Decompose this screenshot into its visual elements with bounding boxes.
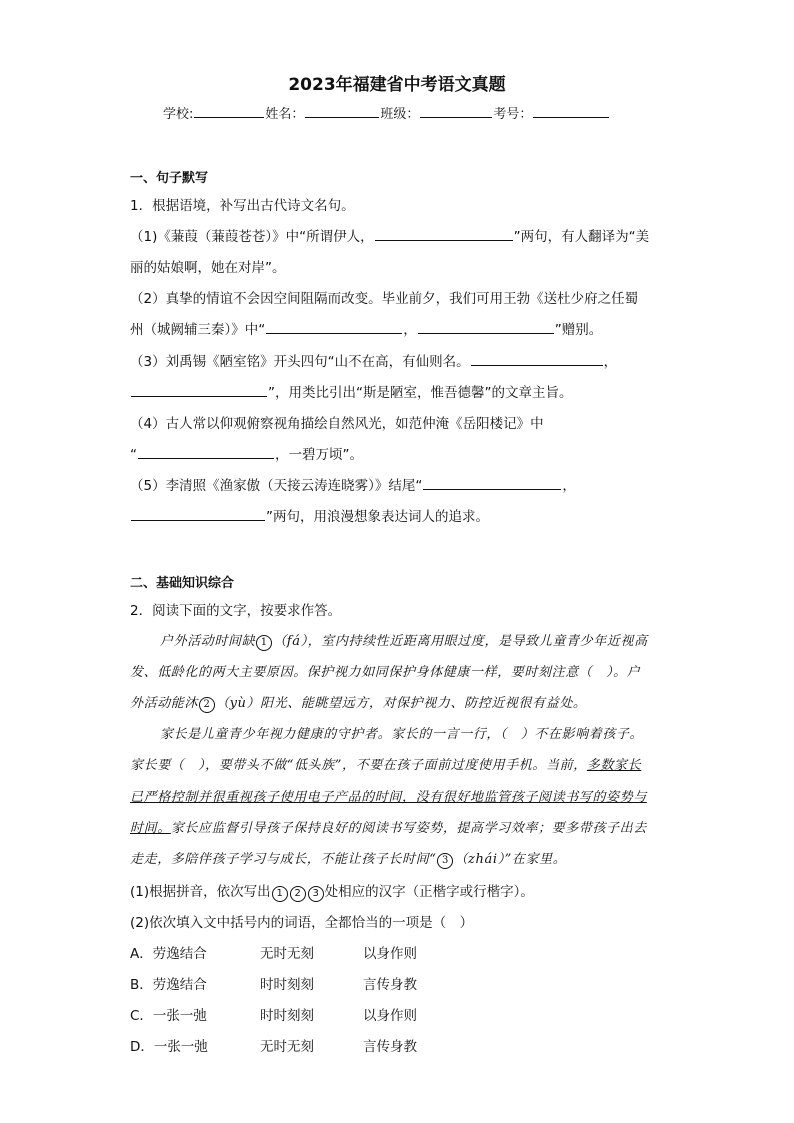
passage-line-1: 户外活动时间缺 1 （fá），室内持续性近距离用眼过度，是导致儿童青少年近视高: [160, 634, 648, 649]
passage-line-4: 家长是儿童青少年视力健康的守护者。家长的一言一行，（ ）不在影响着孩子。: [160, 727, 644, 742]
circled-number-2: 2: [199, 697, 215, 713]
passage-line-2: 发、低龄化的两大主要原因。保护视力如同保护身体健康一样，要时刻注意（ ）。户: [130, 665, 641, 680]
answer-blank[interactable]: [375, 228, 513, 241]
question-2-stem: 2．阅读下面的文字，按要求作答。: [130, 603, 342, 619]
passage-line-7: 时间。家长应监督引导孩子保持良好的阅读书写姿势，提高学习效率；要多带孩子出去: [130, 821, 647, 836]
student-info-line: [163, 103, 610, 122]
q1-item-1-line-2: 丽的姑娘啊，她在对岸”。: [130, 260, 286, 276]
sub-question-2: (2)依次填入文中括号内的词语，全都恰当的一项是（ ）: [130, 915, 474, 931]
q1-item-4-line-1: （4）古人常以仰观俯察视角描绘自然风光，如范仲淹《岳阳楼记》中: [130, 416, 544, 432]
section-1-heading: 一、句子默写: [130, 171, 209, 186]
q1-item-1-line-1: （1)《蒹葭（蒹葭苍苍）》中“所谓伊人， ”两句，有人翻译为“美: [130, 229, 650, 245]
section-2-heading: 二、基础知识综合: [130, 576, 235, 591]
q1-item-2-line-1: （2）真挚的情谊不会因空间阻隔而改变。毕业前夕，我们可用王勃《送杜少府之任蜀: [130, 291, 639, 307]
q1-item-3-line-1: （3）刘禹锡《陋室铭》开头四句“山不在高，有仙则名。 ，: [130, 354, 618, 370]
q1-item-5-line-2: ”两句，用浪漫想象表达词人的追求。: [130, 505, 489, 525]
passage-line-8: 走走，多陪伴孩子学习与成长，不能让孩子长时间“ 3 （zhái）”在家里。: [130, 852, 567, 867]
answer-blank[interactable]: [131, 384, 267, 397]
q1-item-3-line-2: ”，用类比引出“斯是陋室，惟吾德馨”的文章主旨。: [130, 381, 572, 401]
answer-blank[interactable]: [138, 446, 274, 459]
answer-blank[interactable]: [266, 321, 402, 334]
answer-blank[interactable]: [471, 353, 603, 366]
underlined-sentence: 已严格控制并很重视孩子使用电子产品的时间，没有很好地监管孩子阅读书写的姿势与: [130, 790, 647, 805]
school-blank[interactable]: [194, 105, 264, 118]
underlined-sentence: 时间。: [130, 821, 171, 836]
exam-no-label: 考号：: [493, 107, 533, 122]
page-title: 2023年福建省中考语文真题: [288, 75, 506, 95]
passage-line-5: 家长要（ ），要带头不做“低头族”，不要在孩子面前过度使用手机。当前，多数家长: [130, 758, 642, 773]
q1-item-5-line-1: （5）李清照《渔家傲（天接云涛连晓雾）》结尾“ ，: [130, 478, 576, 494]
sub-question-1: (1)根据拼音，依次写出 1 2 3 处相应的汉字（正楷字或行楷字）。: [130, 884, 534, 900]
answer-blank[interactable]: [131, 508, 265, 521]
circled-number-3: 3: [437, 853, 453, 869]
q1-item-2-line-2: 州（城阙辅三秦）》中“ ， ”赠别。: [130, 322, 603, 338]
passage-line-6: [130, 786, 647, 805]
name-label: 姓名：: [265, 107, 305, 122]
circled-number-1: 1: [256, 635, 272, 651]
underlined-sentence: 多数家长: [586, 758, 642, 773]
class-blank[interactable]: [420, 105, 492, 118]
passage-line-3: 外活动能沐 2 （yù）阳光、能眺望远方，对保护视力、防控近视很有益处。: [130, 696, 587, 711]
class-label: 班级：: [380, 107, 420, 122]
school-label: 学校:: [163, 107, 194, 122]
answer-blank[interactable]: [418, 321, 554, 334]
question-1-stem: 1．根据语境，补写出古代诗文名句。: [130, 198, 355, 214]
q1-item-4-line-2: “ ，一碧万顷”。: [130, 447, 363, 463]
answer-blank[interactable]: [423, 477, 561, 490]
name-blank[interactable]: [305, 105, 379, 118]
exam-no-blank[interactable]: [533, 105, 609, 118]
